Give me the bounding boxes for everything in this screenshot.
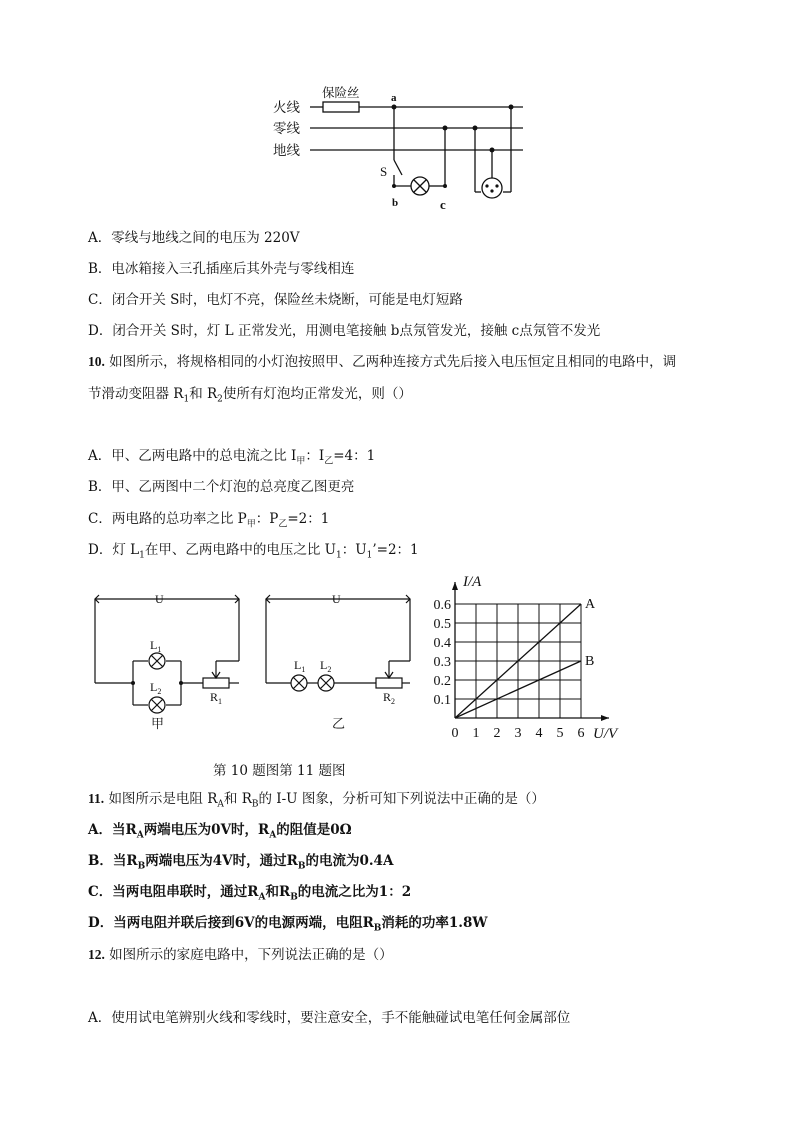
jia-r1-label: $R_1$: [210, 690, 223, 706]
fire-line-label: 火线: [273, 100, 300, 115]
series-label-A: A: [585, 597, 596, 612]
y-axis-arrow: [452, 582, 458, 590]
q11-number: 11.: [88, 791, 105, 806]
yi-name: 乙: [332, 716, 346, 731]
iu-chart: [420, 570, 635, 748]
q11-stem: 11. 如图所示是电阻 $R_A$和 $R_B$的 I-U 图象，分析可知下列说法中正确的是（）: [88, 791, 545, 810]
x-tick-label: 3: [514, 726, 522, 741]
x-axis-label: U/V: [593, 726, 618, 742]
switch-label: S: [380, 164, 388, 179]
x-tick-label: 0: [451, 726, 459, 741]
x-tick-label: 1: [472, 726, 480, 741]
fuse-label: 保险丝: [322, 86, 360, 100]
y-tick-label: 0.6: [433, 598, 451, 613]
yi-u-label: U: [332, 592, 341, 606]
q11-option-a: A．当$R_A$两端电压为0V时，$R_A$的阻值是0Ω: [88, 822, 352, 841]
socket-icon: [482, 178, 502, 198]
q9-option-a: A．零线与地线之间的电压为 220V: [88, 230, 300, 246]
q10-stem-line1: 10. 如图所示，将规格相同的小灯泡按照甲、乙两种连接方式先后接入电压恒定且相同的电路中，调: [88, 354, 677, 370]
jia-l1-label: $L_1$: [150, 638, 162, 654]
q9-option-b: B．电冰箱接入三孔插座后其外壳与零线相连: [88, 261, 355, 277]
fuse: [323, 102, 359, 112]
q9-option-d: D．闭合开关 S时，灯 L 正常发光，用测电笔接触 b点氖管发光，接触 c点氖管不发光: [88, 323, 601, 339]
point-a-label: a: [391, 92, 397, 104]
q11-option-d: D．当两电阻并联后接到6V的电源两端，电阻$R_B$消耗的功率1.8W: [88, 915, 488, 934]
figure-caption: 第 10 题图第 11 题图: [213, 763, 346, 779]
q10-option-c: C．两电路的总功率之比 $P_甲$：$P_乙=2$：1: [88, 511, 330, 530]
q12-stem: 12. 如图所示的家庭电路中，下列说法正确的是（）: [88, 947, 393, 963]
q10-option-b: B．甲、乙两图中二个灯泡的总亮度乙图更亮: [88, 479, 355, 495]
x-tick-label: 6: [577, 726, 585, 741]
q10-option-a: A．甲、乙两电路中的总电流之比 $I_甲$：$I_乙=4$：1: [88, 448, 376, 467]
point-b-label: b: [392, 197, 399, 209]
yi-l2-label: $L_2$: [320, 658, 332, 674]
rheostat-r1: [203, 678, 229, 688]
y-tick-label: 0.2: [433, 674, 451, 689]
series-label-B: B: [585, 654, 595, 669]
y-tick-label: 0.3: [433, 655, 451, 670]
q11-option-c: C．当两电阻串联时，通过$R_A$和$R_B$的电流之比为1：2: [88, 884, 412, 903]
circuit-yi-figure: [258, 585, 418, 735]
q10-number: 10.: [88, 354, 105, 369]
x-tick-label: 2: [493, 726, 501, 741]
yi-l1-label: $L_1$: [294, 658, 306, 674]
x-tick-label: 5: [556, 726, 564, 741]
ground-line-label: 地线: [273, 143, 300, 158]
zero-line-label: 零线: [273, 121, 300, 136]
q9-option-c: C．闭合开关 S时，电灯不亮，保险丝未烧断，可能是电灯短路: [88, 292, 463, 308]
q12-option-a: A．使用试电笔辨别火线和零线时，要注意安全，手不能触碰试电笔任何金属部位: [88, 1010, 571, 1026]
rheostat-r2: [376, 678, 402, 688]
y-axis-label: I/A: [463, 574, 482, 590]
x-tick-label: 4: [535, 726, 543, 741]
y-tick-label: 0.5: [433, 617, 451, 632]
q10-option-d: D．灯 $L_1$在甲、乙两电路中的电压之比 $U_1$：$U_1’=2$：1: [88, 542, 419, 561]
y-tick-label: 0.1: [433, 693, 451, 708]
jia-l2-label: $L_2$: [150, 680, 162, 696]
q12-number: 12.: [88, 947, 105, 962]
point-c-label: c: [440, 197, 446, 212]
household-circuit-figure: [265, 80, 535, 215]
yi-r2-label: $R_2$: [383, 690, 396, 706]
x-axis-arrow: [601, 715, 609, 721]
y-tick-label: 0.4: [433, 636, 451, 651]
q11-option-b: B．当$R_B$两端电压为4V时，通过$R_B$的电流为0.4A: [88, 853, 394, 872]
jia-u-label: U: [155, 592, 164, 606]
circuit-jia-figure: [85, 585, 250, 735]
jia-name: 甲: [151, 716, 165, 731]
q10-stem-line2: 节滑动变阻器 $R_1$和 $R_2$使所有灯泡均正常发光，则（）: [88, 386, 412, 405]
